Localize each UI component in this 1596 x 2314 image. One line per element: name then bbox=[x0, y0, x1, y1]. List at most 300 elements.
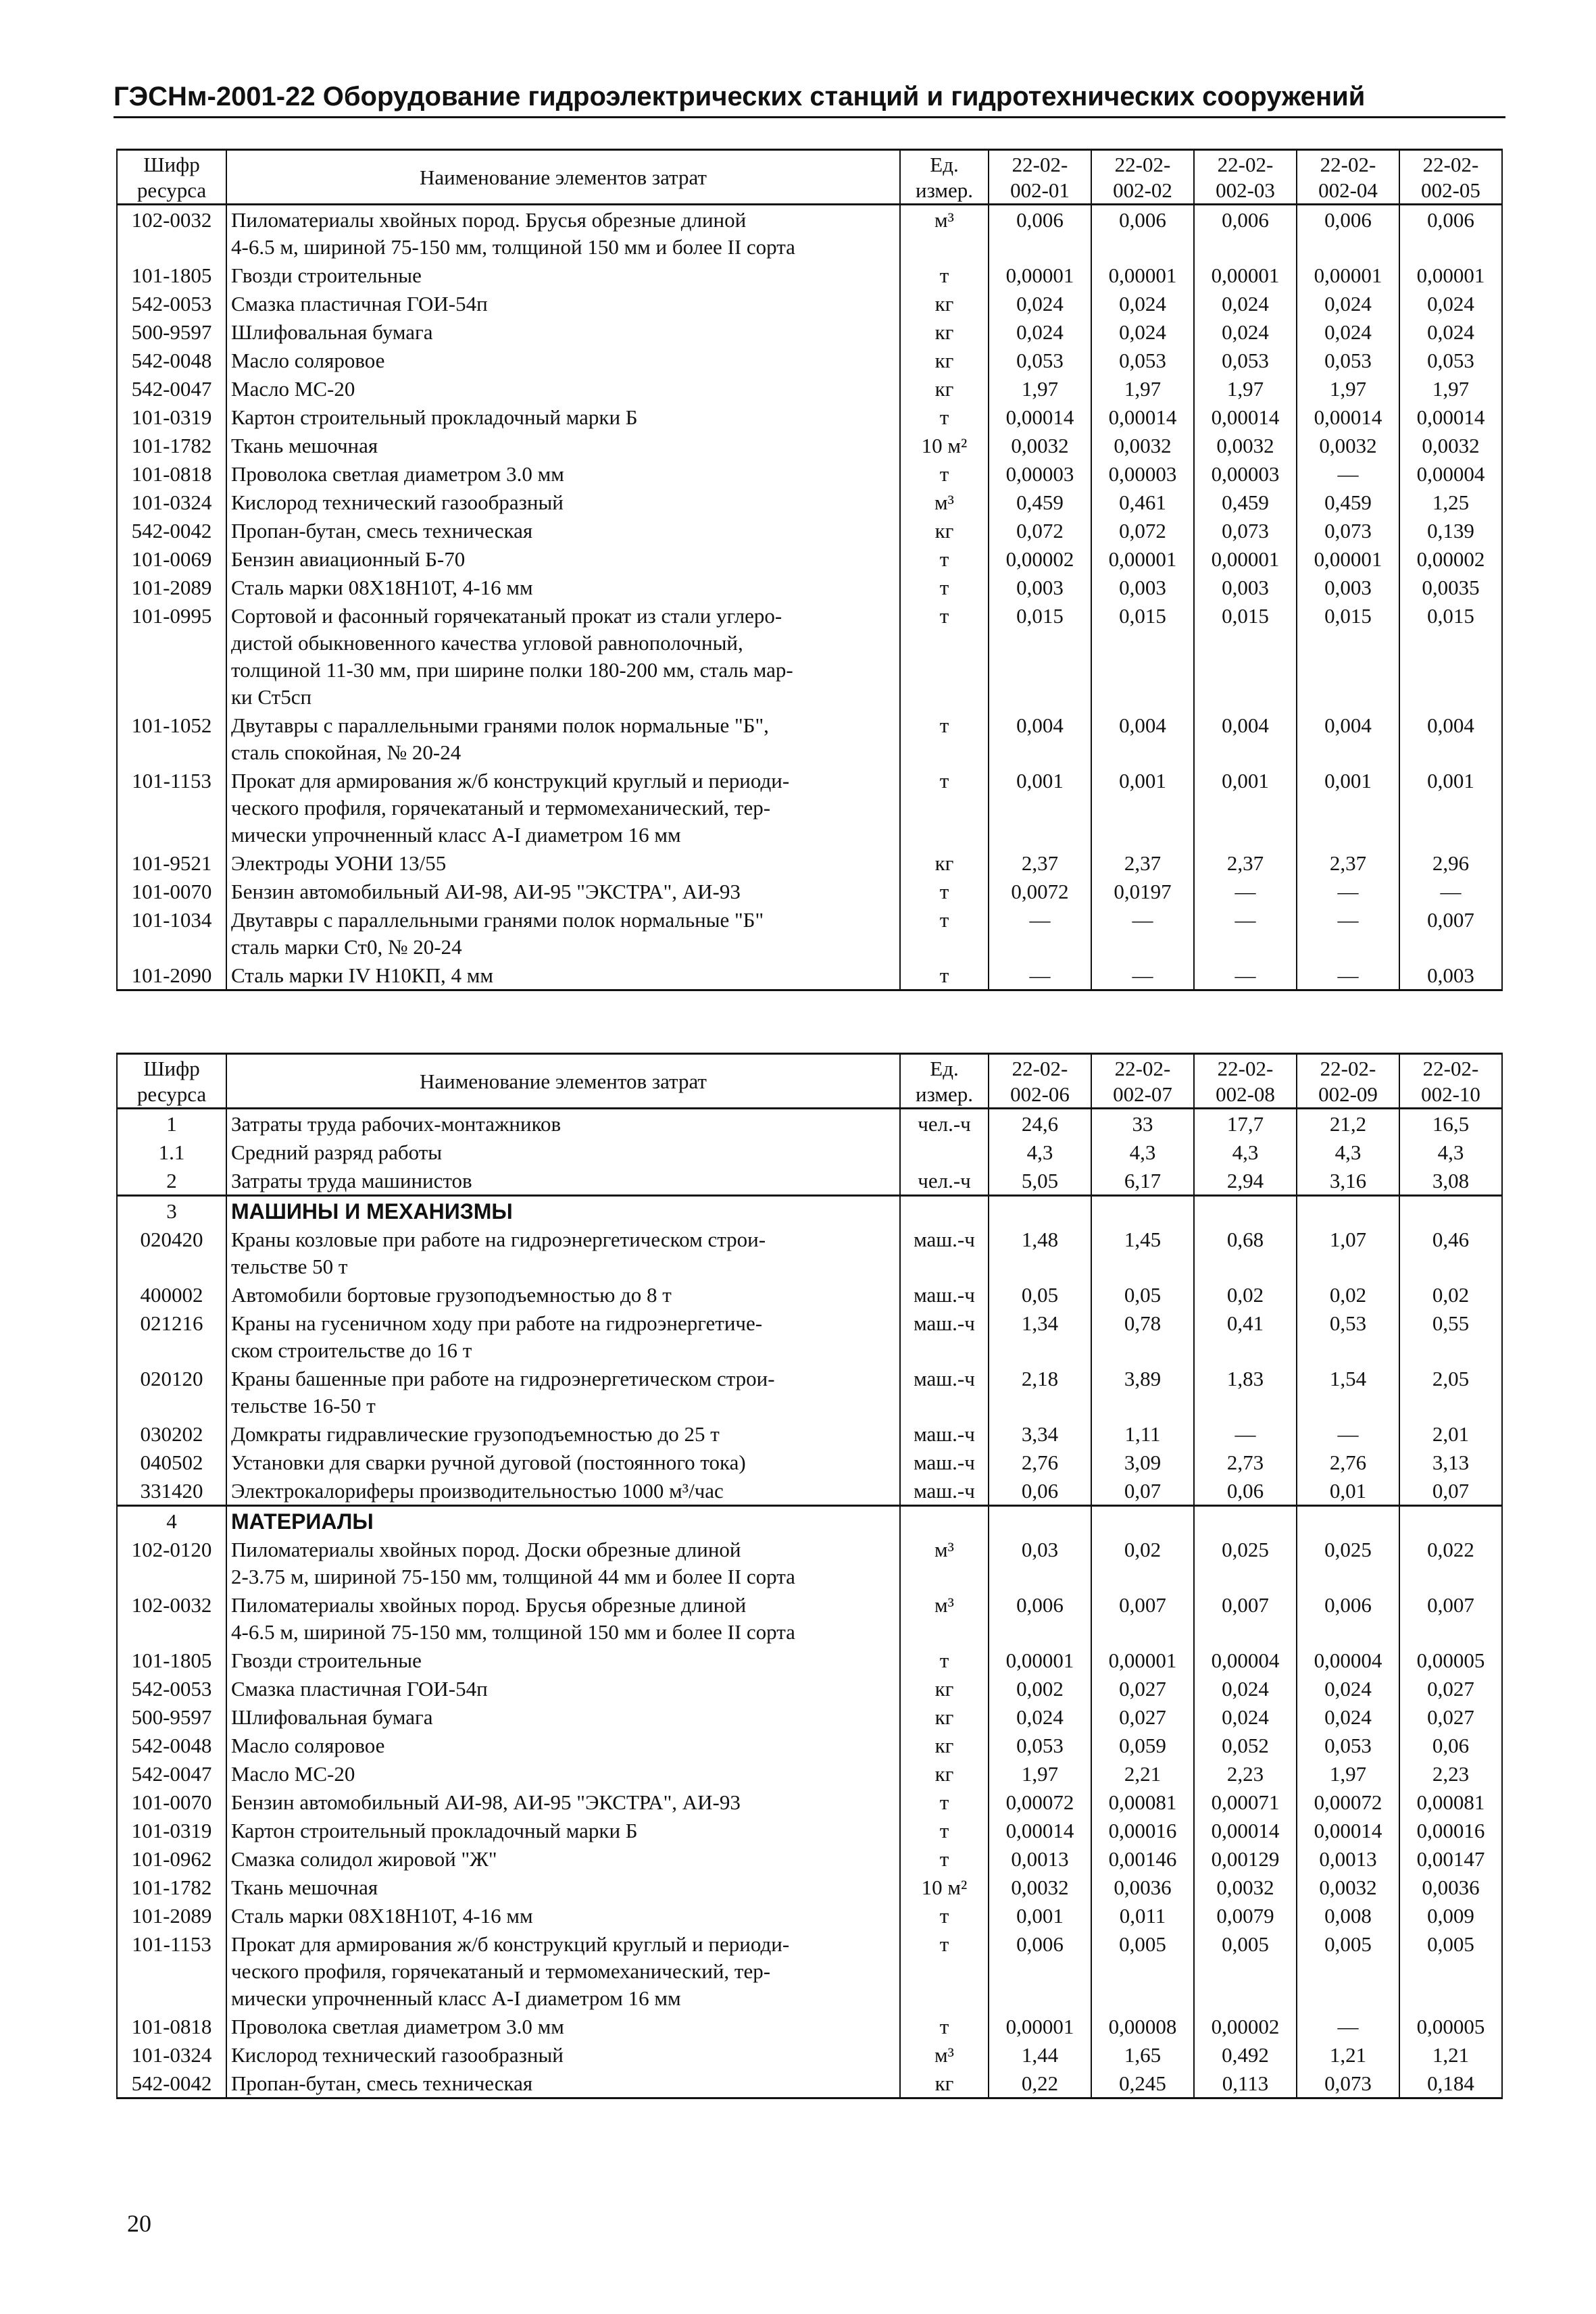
value-cell: 0,004 bbox=[1194, 711, 1297, 766]
table-row bbox=[117, 1138, 1502, 1166]
unit-cell: м³ bbox=[900, 205, 989, 261]
value-cell: 0,0032 bbox=[989, 431, 1091, 459]
value-cell: 17,7 bbox=[1194, 1109, 1297, 1138]
value-cell: 6,17 bbox=[1091, 1166, 1194, 1196]
resource-code: 400002 bbox=[117, 1280, 226, 1309]
resource-name bbox=[226, 459, 900, 488]
value-cell bbox=[1194, 1506, 1297, 1536]
resource-name bbox=[226, 2069, 900, 2098]
value-cell: 0,05 bbox=[989, 1280, 1091, 1309]
value-cell: 2,94 bbox=[1194, 1166, 1297, 1196]
value-cell: 0,027 bbox=[1399, 1674, 1502, 1703]
value-cell: 0,001 bbox=[989, 1901, 1091, 1930]
resource-name bbox=[226, 1364, 900, 1419]
value-cell: 0,053 bbox=[1399, 346, 1502, 374]
resource-name bbox=[226, 488, 900, 516]
value-cell: 0,006 bbox=[989, 1590, 1091, 1646]
value-cell: 1,97 bbox=[1399, 374, 1502, 403]
value-cell: 0,459 bbox=[1297, 488, 1399, 516]
unit-cell: чел.-ч bbox=[900, 1109, 989, 1138]
value-cell: 16,5 bbox=[1399, 1109, 1502, 1138]
unit-cell bbox=[900, 1138, 989, 1166]
value-cell: 33 bbox=[1091, 1109, 1194, 1138]
resource-name bbox=[226, 1759, 900, 1788]
resource-name-line: Краны козловые при работе на гидроэнергетическом строи- bbox=[231, 1228, 766, 1251]
table-header-row bbox=[117, 150, 1502, 205]
unit-cell: т bbox=[900, 573, 989, 601]
resource-name bbox=[226, 1225, 900, 1280]
value-cell: 0,00001 bbox=[1091, 545, 1194, 573]
resource-name-line: Ткань мешочная bbox=[231, 434, 378, 457]
resource-name bbox=[226, 374, 900, 403]
resource-name-line: МАТЕРИАЛЫ bbox=[231, 1509, 374, 1534]
value-cell: 0,024 bbox=[1091, 289, 1194, 318]
value-cell: 0,004 bbox=[1091, 711, 1194, 766]
value-cell: 0,78 bbox=[1091, 1309, 1194, 1364]
resource-code: 101-0818 bbox=[117, 2012, 226, 2040]
value-cell: 1,54 bbox=[1297, 1364, 1399, 1419]
resource-table-2 bbox=[116, 1053, 1503, 2099]
value-cell: 0,492 bbox=[1194, 2040, 1297, 2069]
unit-cell: кг bbox=[900, 1759, 989, 1788]
resource-name-line: ки Ст5сп bbox=[231, 685, 312, 709]
value-cell: 2,76 bbox=[989, 1448, 1091, 1476]
resource-name bbox=[226, 766, 900, 849]
value-cell: 0,007 bbox=[1399, 905, 1502, 961]
value-cell bbox=[1399, 1506, 1502, 1536]
value-cell: 0,0032 bbox=[989, 1873, 1091, 1901]
value-cell: 0,03 bbox=[989, 1535, 1091, 1590]
unit-cell: кг bbox=[900, 289, 989, 318]
value-cell: 0,0036 bbox=[1091, 1873, 1194, 1901]
value-cell: 2,37 bbox=[1194, 849, 1297, 877]
value-cell: 3,89 bbox=[1091, 1364, 1194, 1419]
value-cell: 0,024 bbox=[1399, 318, 1502, 346]
value-cell: 0,00014 bbox=[1194, 1816, 1297, 1844]
value-cell: 0,00001 bbox=[1091, 261, 1194, 289]
resource-code: 101-0962 bbox=[117, 1844, 226, 1873]
value-cell: 0,004 bbox=[989, 711, 1091, 766]
table-row bbox=[117, 1309, 1502, 1364]
resource-name bbox=[226, 1674, 900, 1703]
resource-name bbox=[226, 1901, 900, 1930]
value-cell: 0,00001 bbox=[1091, 1646, 1194, 1674]
value-cell: 0,00129 bbox=[1194, 1844, 1297, 1873]
unit-cell: кг bbox=[900, 2069, 989, 2098]
resource-name-line: толщиной 11-30 мм, при ширине полки 180-200 мм, сталь мар- bbox=[231, 658, 793, 682]
value-cell: 0,005 bbox=[1399, 1930, 1502, 2012]
value-cell: 0,113 bbox=[1194, 2069, 1297, 2098]
value-cell: 0,053 bbox=[1091, 346, 1194, 374]
value-cell: 0,00072 bbox=[989, 1788, 1091, 1816]
value-cell: 0,003 bbox=[989, 573, 1091, 601]
unit-cell: маш.-ч bbox=[900, 1280, 989, 1309]
value-cell: 24,6 bbox=[989, 1109, 1091, 1138]
value-cell: 0,00003 bbox=[989, 459, 1091, 488]
resource-code: 101-9521 bbox=[117, 849, 226, 877]
resource-name bbox=[226, 1280, 900, 1309]
resource-name bbox=[226, 1476, 900, 1506]
table-row bbox=[117, 711, 1502, 766]
section-row bbox=[117, 1196, 1502, 1226]
value-cell: — bbox=[1194, 877, 1297, 905]
resource-code: 101-1805 bbox=[117, 1646, 226, 1674]
resource-name bbox=[226, 261, 900, 289]
value-cell: 0,024 bbox=[1297, 289, 1399, 318]
value-cell: 0,073 bbox=[1297, 2069, 1399, 2098]
value-cell: 0,06 bbox=[1399, 1731, 1502, 1759]
unit-cell: т bbox=[900, 961, 989, 990]
resource-name-line: Шлифовальная бумага bbox=[231, 320, 433, 344]
resource-name-line: дистой обыкновенного качества угловой равнополочный, bbox=[231, 631, 743, 655]
value-cell: 2,23 bbox=[1194, 1759, 1297, 1788]
value-cell: 0,00002 bbox=[1194, 2012, 1297, 2040]
resource-name-line: мически упрочненный класс А-I диаметром 16 мм bbox=[231, 1986, 681, 2010]
value-cell: 0,027 bbox=[1091, 1703, 1194, 1731]
value-cell: 0,41 bbox=[1194, 1309, 1297, 1364]
value-cell: 1,65 bbox=[1091, 2040, 1194, 2069]
resource-name-line: Картон строительный прокладочный марки Б bbox=[231, 405, 638, 429]
resource-name-line: 4-6.5 м, шириной 75-150 мм, толщиной 150 мм и более II сорта bbox=[231, 235, 795, 259]
resource-name bbox=[226, 2012, 900, 2040]
resource-table-1 bbox=[116, 149, 1503, 991]
value-cell: 0,00008 bbox=[1091, 2012, 1194, 2040]
table-row bbox=[117, 403, 1502, 431]
value-cell: 0,00004 bbox=[1194, 1646, 1297, 1674]
header-col-4: 22-02- 002-04 bbox=[1297, 150, 1399, 205]
value-cell: 0,245 bbox=[1091, 2069, 1194, 2098]
table-row bbox=[117, 905, 1502, 961]
table-row bbox=[117, 1731, 1502, 1759]
resource-name-line: Двутавры с параллельными гранями полок нормальные "Б" bbox=[231, 908, 764, 932]
value-cell bbox=[989, 1196, 1091, 1226]
value-cell: 0,024 bbox=[1297, 318, 1399, 346]
value-cell: 0,024 bbox=[1297, 1703, 1399, 1731]
table-row bbox=[117, 205, 1502, 261]
table-row bbox=[117, 1535, 1502, 1590]
value-cell: 0,024 bbox=[1194, 318, 1297, 346]
resource-name bbox=[226, 961, 900, 990]
resource-name bbox=[226, 1448, 900, 1476]
value-cell: 1,21 bbox=[1399, 2040, 1502, 2069]
value-cell: 0,0013 bbox=[1297, 1844, 1399, 1873]
unit-cell bbox=[900, 1196, 989, 1226]
resource-code: 101-0818 bbox=[117, 459, 226, 488]
value-cell: 0,0032 bbox=[1194, 1873, 1297, 1901]
value-cell: 0,459 bbox=[1194, 488, 1297, 516]
table-row bbox=[117, 346, 1502, 374]
value-cell: 3,13 bbox=[1399, 1448, 1502, 1476]
value-cell: 3,16 bbox=[1297, 1166, 1399, 1196]
value-cell: 4,3 bbox=[989, 1138, 1091, 1166]
header-unit: Ед. измер. bbox=[900, 150, 989, 205]
value-cell: 21,2 bbox=[1297, 1109, 1399, 1138]
value-cell: 0,00014 bbox=[1194, 403, 1297, 431]
value-cell: 0,00005 bbox=[1399, 1646, 1502, 1674]
unit-cell: т bbox=[900, 459, 989, 488]
table-row bbox=[117, 1476, 1502, 1506]
value-cell: — bbox=[1091, 961, 1194, 990]
resource-name bbox=[226, 849, 900, 877]
header-code: Шифр ресурса bbox=[117, 1054, 226, 1109]
resource-name-line: Масло соляровое bbox=[231, 349, 385, 372]
resource-code: 500-9597 bbox=[117, 1703, 226, 1731]
resource-name bbox=[226, 573, 900, 601]
unit-cell: т bbox=[900, 2012, 989, 2040]
table-row bbox=[117, 1873, 1502, 1901]
resource-code: 030202 bbox=[117, 1419, 226, 1448]
value-cell: — bbox=[1297, 2012, 1399, 2040]
value-cell: 0,002 bbox=[989, 1674, 1091, 1703]
value-cell: 0,02 bbox=[1194, 1280, 1297, 1309]
value-cell: 0,073 bbox=[1194, 516, 1297, 545]
table-row bbox=[117, 488, 1502, 516]
resource-name-line: мически упрочненный класс А-I диаметром 16 мм bbox=[231, 823, 681, 847]
unit-cell: т bbox=[900, 1901, 989, 1930]
table-row bbox=[117, 1448, 1502, 1476]
value-cell: 0,024 bbox=[1194, 1703, 1297, 1731]
resource-name-line: Пропан-бутан, смесь техническая bbox=[231, 2071, 533, 2095]
table-row bbox=[117, 2069, 1502, 2098]
unit-cell: маш.-ч bbox=[900, 1448, 989, 1476]
value-cell: — bbox=[989, 961, 1091, 990]
value-cell: 1,25 bbox=[1399, 488, 1502, 516]
resource-name-line: сталь марки Ст0, № 20-24 bbox=[231, 935, 462, 959]
header-col-5: 22-02- 002-10 bbox=[1399, 1054, 1502, 1109]
value-cell: 0,00014 bbox=[1399, 403, 1502, 431]
value-cell bbox=[1297, 1506, 1399, 1536]
resource-code: 4 bbox=[117, 1506, 226, 1536]
resource-name-line: Бензин автомобильный АИ-98, АИ-95 "ЭКСТРА", АИ-93 bbox=[231, 1790, 741, 1814]
value-cell: 0,0072 bbox=[989, 877, 1091, 905]
value-cell: 0,0035 bbox=[1399, 573, 1502, 601]
table-row bbox=[117, 1590, 1502, 1646]
unit-cell: кг bbox=[900, 374, 989, 403]
value-cell: 0,06 bbox=[1194, 1476, 1297, 1506]
unit-cell: т bbox=[900, 1844, 989, 1873]
resource-name bbox=[226, 289, 900, 318]
resource-code: 101-0319 bbox=[117, 403, 226, 431]
unit-cell: кг bbox=[900, 849, 989, 877]
resource-name-line: Картон строительный прокладочный марки Б bbox=[231, 1819, 638, 1842]
unit-cell: т bbox=[900, 1646, 989, 1674]
value-cell: 0,073 bbox=[1297, 516, 1399, 545]
value-cell: 0,0013 bbox=[989, 1844, 1091, 1873]
table-row bbox=[117, 573, 1502, 601]
resource-name-line: тельстве 50 т bbox=[231, 1255, 348, 1278]
value-cell: 0,00001 bbox=[1399, 261, 1502, 289]
resource-name bbox=[226, 1138, 900, 1166]
resource-code: 101-0319 bbox=[117, 1816, 226, 1844]
resource-code: 102-0120 bbox=[117, 1535, 226, 1590]
resource-code: 101-2090 bbox=[117, 961, 226, 990]
value-cell: 0,052 bbox=[1194, 1731, 1297, 1759]
resource-code: 101-0069 bbox=[117, 545, 226, 573]
resource-code: 101-1052 bbox=[117, 711, 226, 766]
value-cell: 0,015 bbox=[989, 601, 1091, 711]
resource-name-line: ском строительстве до 16 т bbox=[231, 1338, 472, 1362]
header-col-4: 22-02- 002-09 bbox=[1297, 1054, 1399, 1109]
resource-name-line: Масло МС-20 bbox=[231, 1762, 355, 1786]
unit-cell: маш.-ч bbox=[900, 1476, 989, 1506]
value-cell: 1,48 bbox=[989, 1225, 1091, 1280]
value-cell: 0,053 bbox=[989, 1731, 1091, 1759]
value-cell: 0,025 bbox=[1194, 1535, 1297, 1590]
unit-cell: т bbox=[900, 545, 989, 573]
resource-name bbox=[226, 1419, 900, 1448]
value-cell: 2,18 bbox=[989, 1364, 1091, 1419]
value-cell: 0,06 bbox=[989, 1476, 1091, 1506]
header-col-1: 22-02- 002-06 bbox=[989, 1054, 1091, 1109]
resource-code: 542-0042 bbox=[117, 516, 226, 545]
value-cell: 0,00001 bbox=[1194, 545, 1297, 573]
value-cell: 1,97 bbox=[989, 1759, 1091, 1788]
resource-code: 020120 bbox=[117, 1364, 226, 1419]
table-row bbox=[117, 1674, 1502, 1703]
value-cell: 0,00001 bbox=[1194, 261, 1297, 289]
value-cell: 0,00002 bbox=[989, 545, 1091, 573]
value-cell: — bbox=[1194, 1419, 1297, 1448]
value-cell: 0,024 bbox=[989, 1703, 1091, 1731]
value-cell: 2,01 bbox=[1399, 1419, 1502, 1448]
value-cell: 0,00146 bbox=[1091, 1844, 1194, 1873]
table-row bbox=[117, 1759, 1502, 1788]
resource-name-line: Сталь марки 08Х18Н10Т, 4-16 мм bbox=[231, 1904, 533, 1928]
resource-name bbox=[226, 205, 900, 261]
unit-cell: м³ bbox=[900, 1590, 989, 1646]
value-cell: 0,0032 bbox=[1091, 431, 1194, 459]
resource-name bbox=[226, 1109, 900, 1138]
resource-name bbox=[226, 1844, 900, 1873]
header-col-3: 22-02- 002-03 bbox=[1194, 150, 1297, 205]
value-cell: — bbox=[1194, 905, 1297, 961]
value-cell: 0,00147 bbox=[1399, 1844, 1502, 1873]
value-cell: 3,34 bbox=[989, 1419, 1091, 1448]
value-cell: 0,015 bbox=[1194, 601, 1297, 711]
resource-name-line: 2-3.75 м, шириной 75-150 мм, толщиной 44 мм и более II сорта bbox=[231, 1565, 795, 1588]
value-cell: 0,001 bbox=[1091, 766, 1194, 849]
value-cell: 0,0032 bbox=[1297, 1873, 1399, 1901]
value-cell: 1,21 bbox=[1297, 2040, 1399, 2069]
value-cell: 4,3 bbox=[1194, 1138, 1297, 1166]
table-row bbox=[117, 601, 1502, 711]
resource-name bbox=[226, 1590, 900, 1646]
value-cell: 5,05 bbox=[989, 1166, 1091, 1196]
value-cell: 0,00014 bbox=[989, 403, 1091, 431]
value-cell: 1,97 bbox=[1091, 374, 1194, 403]
value-cell: 0,024 bbox=[1399, 289, 1502, 318]
value-cell: 0,006 bbox=[1297, 1590, 1399, 1646]
resource-name-line: Шлифовальная бумага bbox=[231, 1705, 433, 1729]
resource-code: 542-0053 bbox=[117, 1674, 226, 1703]
value-cell: — bbox=[1091, 905, 1194, 961]
value-cell: 4,3 bbox=[1297, 1138, 1399, 1166]
value-cell: 0,024 bbox=[1297, 1674, 1399, 1703]
value-cell: 0,006 bbox=[1399, 205, 1502, 261]
unit-cell: кг bbox=[900, 1703, 989, 1731]
value-cell: 0,024 bbox=[989, 289, 1091, 318]
table-row bbox=[117, 849, 1502, 877]
resource-name bbox=[226, 1703, 900, 1731]
header-code: Шифр ресурса bbox=[117, 150, 226, 205]
value-cell bbox=[1194, 1196, 1297, 1226]
value-cell: 0,006 bbox=[1091, 205, 1194, 261]
value-cell: 0,00016 bbox=[1091, 1816, 1194, 1844]
value-cell: 0,00071 bbox=[1194, 1788, 1297, 1816]
value-cell bbox=[1399, 1196, 1502, 1226]
resource-code: 101-1782 bbox=[117, 431, 226, 459]
value-cell bbox=[1091, 1506, 1194, 1536]
resource-name-line: ческого профиля, горячекатаный и термомеханический, тер- bbox=[231, 1959, 771, 1983]
value-cell: 0,0197 bbox=[1091, 877, 1194, 905]
resource-name-line: Смазка пластичная ГОИ-54п bbox=[231, 292, 488, 316]
value-cell: 0,005 bbox=[1194, 1930, 1297, 2012]
resource-code: 101-2089 bbox=[117, 573, 226, 601]
value-cell: 0,01 bbox=[1297, 1476, 1399, 1506]
unit-cell: т bbox=[900, 766, 989, 849]
value-cell: 1,11 bbox=[1091, 1419, 1194, 1448]
resource-name-line: Электроды УОНИ 13/55 bbox=[231, 851, 447, 875]
value-cell: 0,68 bbox=[1194, 1225, 1297, 1280]
value-cell: 2,21 bbox=[1091, 1759, 1194, 1788]
resource-code: 021216 bbox=[117, 1309, 226, 1364]
resource-name-line: Затраты труда машинистов bbox=[231, 1169, 472, 1192]
resource-name-line: Электрокалориферы производительностью 1000 м³/час bbox=[231, 1479, 724, 1503]
resource-name-line: Пиломатериалы хвойных пород. Брусья обрезные длиной bbox=[231, 1593, 747, 1617]
table-row bbox=[117, 877, 1502, 905]
resource-name-line: Смазка солидол жировой "Ж" bbox=[231, 1847, 497, 1871]
table-row bbox=[117, 766, 1502, 849]
table-row bbox=[117, 2012, 1502, 2040]
resource-name bbox=[226, 711, 900, 766]
table-header-row bbox=[117, 1054, 1502, 1109]
resource-code: 1 bbox=[117, 1109, 226, 1138]
unit-cell: т bbox=[900, 905, 989, 961]
value-cell: 4,3 bbox=[1399, 1138, 1502, 1166]
resource-name-line: Затраты труда рабочих-монтажников bbox=[231, 1112, 562, 1136]
value-cell: 0,001 bbox=[989, 766, 1091, 849]
table-row bbox=[117, 1788, 1502, 1816]
value-cell: 0,024 bbox=[989, 318, 1091, 346]
value-cell: 0,00003 bbox=[1194, 459, 1297, 488]
header-col-1: 22-02- 002-01 bbox=[989, 150, 1091, 205]
value-cell: 0,459 bbox=[989, 488, 1091, 516]
resource-name bbox=[226, 403, 900, 431]
value-cell: 3,08 bbox=[1399, 1166, 1502, 1196]
resource-code: 542-0042 bbox=[117, 2069, 226, 2098]
value-cell: — bbox=[989, 905, 1091, 961]
value-cell: 0,053 bbox=[1297, 346, 1399, 374]
table-row bbox=[117, 961, 1502, 990]
unit-cell: 10 м² bbox=[900, 431, 989, 459]
value-cell: — bbox=[1297, 1419, 1399, 1448]
value-cell: 0,007 bbox=[1091, 1590, 1194, 1646]
value-cell: 2,37 bbox=[1091, 849, 1194, 877]
value-cell: 0,005 bbox=[1091, 1930, 1194, 2012]
resource-name bbox=[226, 545, 900, 573]
table-row bbox=[117, 1844, 1502, 1873]
value-cell: 2,37 bbox=[1297, 849, 1399, 877]
resource-code: 542-0047 bbox=[117, 1759, 226, 1788]
value-cell: 0,024 bbox=[1194, 289, 1297, 318]
resource-name-line: Средний разряд работы bbox=[231, 1140, 443, 1164]
value-cell: 0,027 bbox=[1091, 1674, 1194, 1703]
value-cell: 2,37 bbox=[989, 849, 1091, 877]
value-cell: 0,07 bbox=[1091, 1476, 1194, 1506]
value-cell: 0,053 bbox=[1194, 346, 1297, 374]
resource-code: 1.1 bbox=[117, 1138, 226, 1166]
value-cell: 0,00001 bbox=[1297, 261, 1399, 289]
